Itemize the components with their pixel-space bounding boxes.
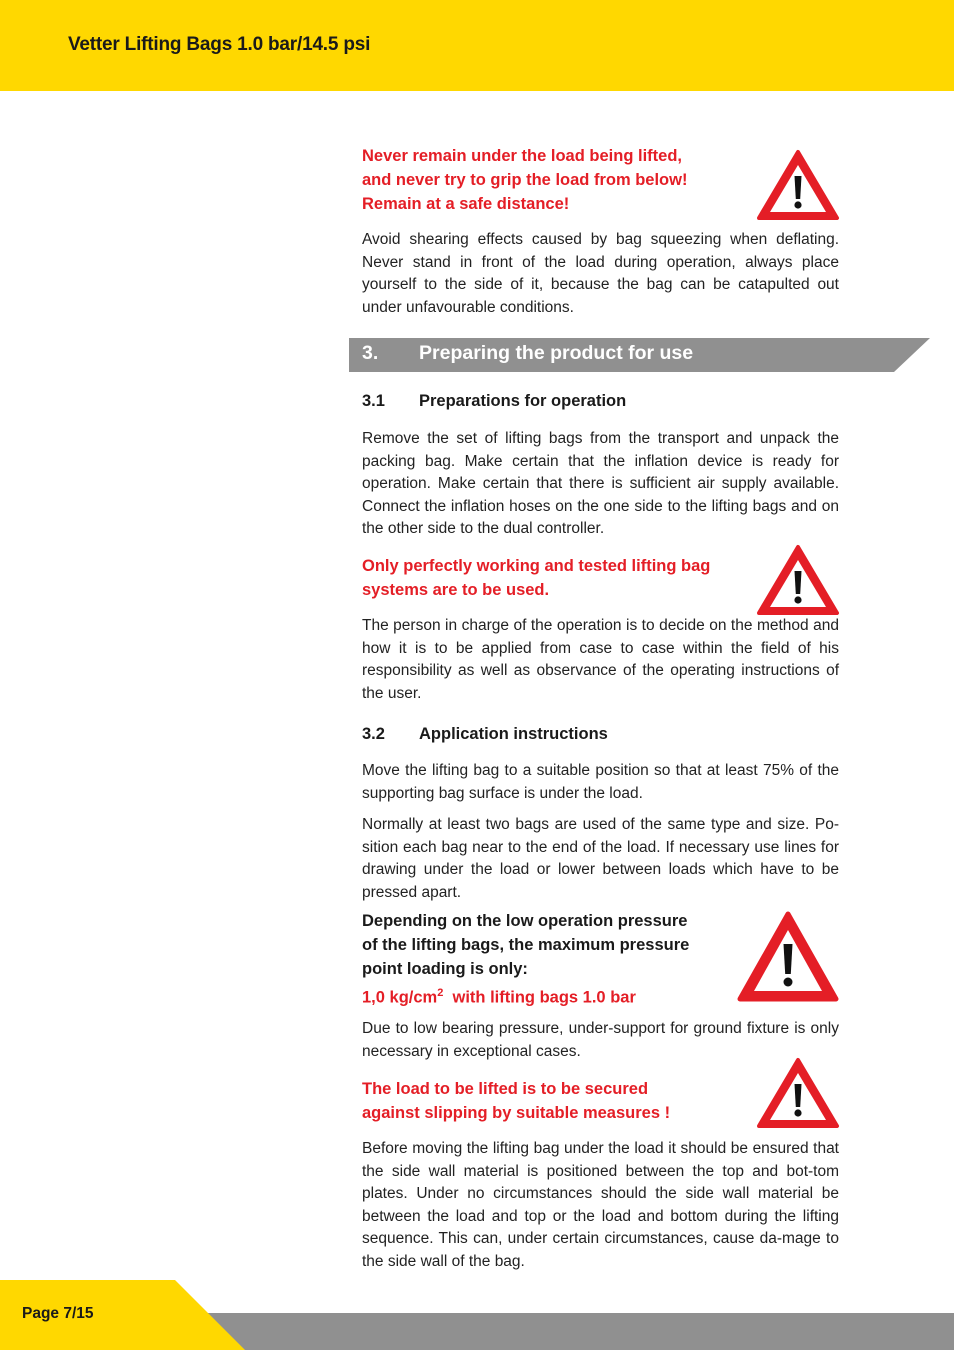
subsection-title: Application instructions: [419, 725, 608, 743]
warning-line: of the lifting bags, the maximum pressure: [362, 936, 690, 954]
subsection-number: 3.2: [362, 725, 385, 743]
pressure-qualifier: with lifting bags 1.0 bar: [443, 988, 636, 1007]
document-title: Vetter Lifting Bags 1.0 bar/14.5 psi: [68, 34, 371, 55]
warning-triangle-icon: [756, 149, 840, 221]
warning-line: Depending on the low operation pressure: [362, 912, 688, 930]
warning-line: Never remain under the load being lifted,: [362, 147, 682, 165]
section-number: 3.: [362, 342, 379, 364]
warning-line: against slipping by suitable measures !: [362, 1104, 671, 1122]
warning-triangle-icon: [756, 544, 840, 616]
warning-text-safe-distance: [362, 144, 687, 216]
paragraph-person-in-charge: The person in charge of the operation is to decide on the method and how it is to be applied from case to case within the field of his responsibility as well as observance of the operating instructions of the user.: [362, 617, 839, 702]
warning-line: point loading is only:: [362, 960, 528, 978]
warning-line: Only perfectly working and tested lifting bag: [362, 557, 711, 575]
paragraph-two-bags: Normally at least two bags are used of the same type and size. Po-sition each bag near to the end of the load. If necessary use lines for drawing under the load or lower between loads which have to be pressed apart.: [362, 816, 839, 901]
page-header: [0, 0, 954, 91]
subsection-number: 3.1: [362, 392, 385, 410]
warning-line: and never try to grip the load from below!: [362, 171, 688, 189]
warning-text-pressure-loading: [362, 909, 689, 1010]
warning-triangle-icon: [756, 1057, 840, 1129]
subsection-title: Preparations for operation: [419, 392, 627, 410]
page-number: Page 7/15: [22, 1305, 94, 1322]
section-title: Preparing the product for use: [419, 342, 694, 364]
subsection-heading-3-1: [362, 392, 626, 411]
warning-line: The load to be lifted is to be secured: [362, 1080, 649, 1098]
section-heading: [362, 342, 693, 365]
warning-line: systems are to be used.: [362, 581, 550, 599]
warning-text-secure-load: [362, 1077, 670, 1125]
warning-triangle-icon: [736, 911, 840, 1003]
paragraph-shearing-effects: Avoid shearing effects caused by bag squeezing when deflating. Never stand in front of the load during operation, always place yourself to the side of it, because the bag can be catapulted out under unfavourable conditions.: [362, 231, 839, 316]
page-footer: [0, 1280, 954, 1350]
warning-line: Remain at a safe distance!: [362, 195, 570, 213]
warning-text-tested-systems: [362, 554, 710, 602]
paragraph-preparations: Remove the set of lifting bags from the transport and unpack the packing bag. Make certain that the inflation device is ready for operation. Make certain that there is sufficient air supply available. Connect the inflation hoses on the one side to the lifting bags and on the other side to the dual controller.: [362, 430, 839, 537]
subsection-heading-3-2: [362, 725, 608, 744]
unit-superscript: 2: [437, 987, 444, 999]
paragraph-position-bag: Move the lifting bag to a suitable position so that at least 75% of the supporting bag surface is under the load.: [362, 762, 839, 802]
paragraph-bearing-pressure: Due to low bearing pressure, under-support for ground fixture is only necessary in exceptional cases.: [362, 1020, 839, 1060]
paragraph-side-wall: Before moving the lifting bag under the load it should be ensured that the side wall material is positioned between the top and bot-tom plates. Under no circumstances should the side wall material be between the load and top or the load and bottom during the lifting sequence. This can, under certain circumstances, cause da-mage to the side wall of the bag.: [362, 1140, 839, 1270]
pressure-value: 1,0 kg/cm: [362, 988, 438, 1007]
pressure-value-line: [362, 981, 689, 1010]
